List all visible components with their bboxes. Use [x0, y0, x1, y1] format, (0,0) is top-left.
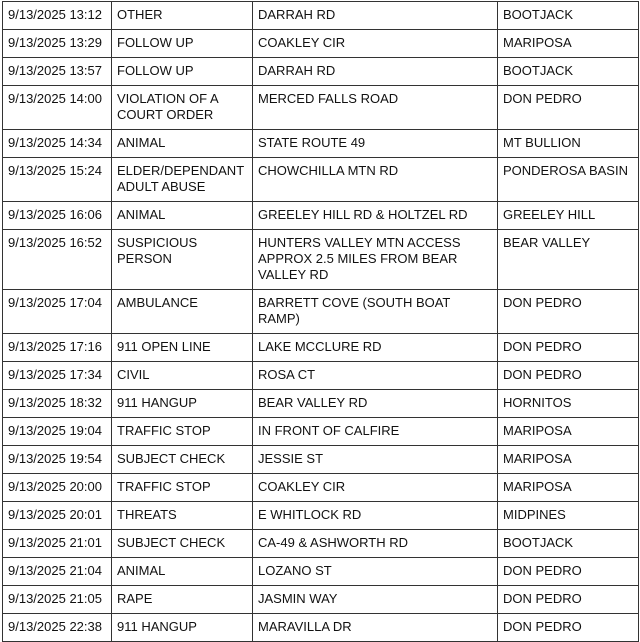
table-row: [3, 2, 639, 30]
cell-call-type: SUSPICIOUS PERSON: [112, 230, 253, 290]
cell-location: LAKE MCCLURE RD: [253, 334, 498, 362]
call-log-table: [2, 1, 639, 642]
cell-datetime: 9/13/2025 20:01: [3, 502, 112, 530]
table-row: [3, 158, 639, 202]
cell-location: MARAVILLA DR: [253, 614, 498, 642]
table-row: [3, 418, 639, 446]
table-row: [3, 446, 639, 474]
table-row: [3, 130, 639, 158]
table-row: [3, 390, 639, 418]
cell-area: DON PEDRO: [498, 614, 639, 642]
table-row: [3, 290, 639, 334]
cell-datetime: 9/13/2025 20:00: [3, 474, 112, 502]
cell-datetime: 9/13/2025 13:57: [3, 58, 112, 86]
cell-area: DON PEDRO: [498, 86, 639, 130]
cell-call-type: RAPE: [112, 586, 253, 614]
cell-location: CA-49 & ASHWORTH RD: [253, 530, 498, 558]
cell-call-type: TRAFFIC STOP: [112, 418, 253, 446]
cell-location: GREELEY HILL RD & HOLTZEL RD: [253, 202, 498, 230]
cell-location: JASMIN WAY: [253, 586, 498, 614]
cell-datetime: 9/13/2025 19:54: [3, 446, 112, 474]
cell-call-type: 911 HANGUP: [112, 390, 253, 418]
cell-area: DON PEDRO: [498, 334, 639, 362]
cell-datetime: 9/13/2025 21:04: [3, 558, 112, 586]
cell-location: ROSA CT: [253, 362, 498, 390]
cell-area: GREELEY HILL: [498, 202, 639, 230]
cell-location: E WHITLOCK RD: [253, 502, 498, 530]
cell-datetime: 9/13/2025 18:32: [3, 390, 112, 418]
cell-location: BEAR VALLEY RD: [253, 390, 498, 418]
cell-datetime: 9/13/2025 15:24: [3, 158, 112, 202]
cell-datetime: 9/13/2025 17:34: [3, 362, 112, 390]
cell-call-type: TRAFFIC STOP: [112, 474, 253, 502]
cell-datetime: 9/13/2025 21:01: [3, 530, 112, 558]
cell-location: BARRETT COVE (SOUTH BOAT RAMP): [253, 290, 498, 334]
cell-location: DARRAH RD: [253, 2, 498, 30]
cell-datetime: 9/13/2025 21:05: [3, 586, 112, 614]
cell-area: MARIPOSA: [498, 446, 639, 474]
cell-call-type: 911 HANGUP: [112, 614, 253, 642]
table-row: [3, 230, 639, 290]
cell-datetime: 9/13/2025 17:16: [3, 334, 112, 362]
cell-call-type: VIOLATION OF A COURT ORDER: [112, 86, 253, 130]
table-row: [3, 502, 639, 530]
cell-area: DON PEDRO: [498, 290, 639, 334]
cell-call-type: CIVIL: [112, 362, 253, 390]
cell-datetime: 9/13/2025 19:04: [3, 418, 112, 446]
table-row: [3, 202, 639, 230]
cell-area: BEAR VALLEY: [498, 230, 639, 290]
cell-datetime: 9/13/2025 13:29: [3, 30, 112, 58]
cell-datetime: 9/13/2025 16:52: [3, 230, 112, 290]
table-row: [3, 586, 639, 614]
cell-call-type: FOLLOW UP: [112, 30, 253, 58]
table-row: [3, 58, 639, 86]
cell-area: MIDPINES: [498, 502, 639, 530]
table-row: [3, 474, 639, 502]
cell-datetime: 9/13/2025 16:06: [3, 202, 112, 230]
cell-area: MARIPOSA: [498, 474, 639, 502]
cell-area: DON PEDRO: [498, 558, 639, 586]
cell-area: MARIPOSA: [498, 418, 639, 446]
cell-datetime: 9/13/2025 14:34: [3, 130, 112, 158]
cell-call-type: ANIMAL: [112, 558, 253, 586]
table-row: [3, 334, 639, 362]
table-row: [3, 614, 639, 642]
cell-location: CHOWCHILLA MTN RD: [253, 158, 498, 202]
cell-location: MERCED FALLS ROAD: [253, 86, 498, 130]
cell-call-type: OTHER: [112, 2, 253, 30]
cell-datetime: 9/13/2025 14:00: [3, 86, 112, 130]
table-row: [3, 362, 639, 390]
cell-call-type: ANIMAL: [112, 130, 253, 158]
cell-datetime: 9/13/2025 17:04: [3, 290, 112, 334]
cell-call-type: SUBJECT CHECK: [112, 530, 253, 558]
cell-area: BOOTJACK: [498, 530, 639, 558]
table-row: [3, 558, 639, 586]
cell-location: COAKLEY CIR: [253, 474, 498, 502]
table-row: [3, 530, 639, 558]
cell-location: LOZANO ST: [253, 558, 498, 586]
cell-datetime: 9/13/2025 13:12: [3, 2, 112, 30]
cell-area: DON PEDRO: [498, 362, 639, 390]
cell-call-type: FOLLOW UP: [112, 58, 253, 86]
cell-area: MT BULLION: [498, 130, 639, 158]
cell-location: STATE ROUTE 49: [253, 130, 498, 158]
cell-location: COAKLEY CIR: [253, 30, 498, 58]
cell-location: IN FRONT OF CALFIRE: [253, 418, 498, 446]
cell-area: HORNITOS: [498, 390, 639, 418]
cell-area: PONDEROSA BASIN: [498, 158, 639, 202]
cell-call-type: ANIMAL: [112, 202, 253, 230]
table-row: [3, 30, 639, 58]
cell-call-type: 911 OPEN LINE: [112, 334, 253, 362]
cell-area: MARIPOSA: [498, 30, 639, 58]
table-row: [3, 86, 639, 130]
cell-location: DARRAH RD: [253, 58, 498, 86]
cell-area: BOOTJACK: [498, 2, 639, 30]
cell-call-type: SUBJECT CHECK: [112, 446, 253, 474]
call-log-body: [3, 2, 639, 642]
cell-datetime: 9/13/2025 22:38: [3, 614, 112, 642]
cell-call-type: THREATS: [112, 502, 253, 530]
cell-location: JESSIE ST: [253, 446, 498, 474]
cell-call-type: ELDER/DEPENDANT ADULT ABUSE: [112, 158, 253, 202]
cell-call-type: AMBULANCE: [112, 290, 253, 334]
cell-area: DON PEDRO: [498, 586, 639, 614]
cell-location: HUNTERS VALLEY MTN ACCESS APPROX 2.5 MILES FROM BEAR VALLEY RD: [253, 230, 498, 290]
cell-area: BOOTJACK: [498, 58, 639, 86]
